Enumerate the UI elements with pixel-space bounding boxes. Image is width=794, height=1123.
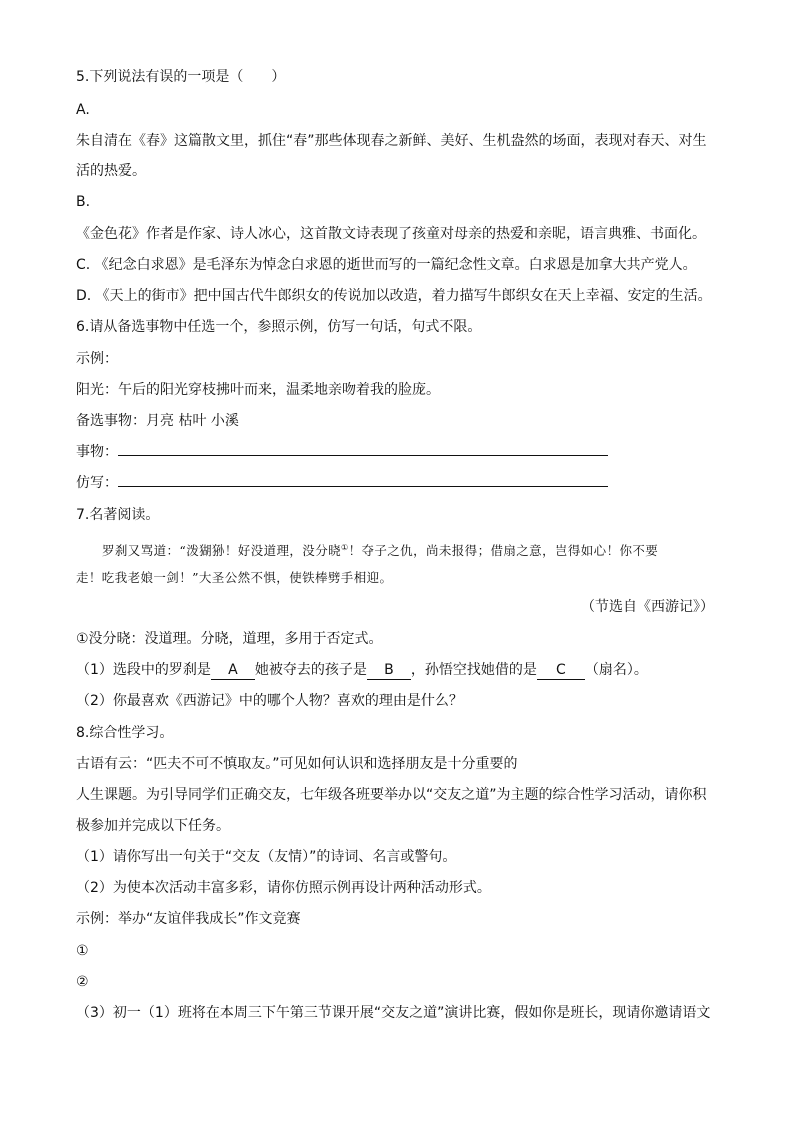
q7-source: （节选自《西游记》）	[581, 599, 714, 615]
q6-example-text: 阳光：午后的阳光穿枝拂叶而来，温柔地亲吻着我的脸庞。	[76, 382, 440, 398]
q7-stem: 7.名著阅读。	[76, 507, 160, 523]
q6-stem: 6.请从备选事物中任选一个，参照示例，仿写一句话，句式不限。	[76, 319, 482, 335]
q6-options: 备选事物：月亮 枯叶 小溪	[76, 413, 239, 429]
q7-sub2: （2）你最喜欢《西游记》中的哪个人物？喜欢的理由是什么？	[76, 693, 463, 709]
q8-sub3: （3）初一（1）班将在本周三下午第三节课开展“交友之道”演讲比赛，假如你是班长，现请你邀请语文	[76, 1005, 711, 1021]
q7-passage-line1	[102, 539, 658, 560]
q7-blank-a[interactable]: A	[211, 661, 255, 680]
q5-option-b-text: 《金色花》作者是作家、诗人冰心，这首散文诗表现了孩童对母亲的热爱和亲昵，语言典雅、书面化。	[76, 226, 706, 242]
q8-answer-mark-1: ①	[76, 943, 89, 959]
q6-imitate-label: 仿写：	[76, 475, 118, 491]
q7-sub1-text: 她被夺去的孩子是	[254, 662, 367, 678]
q6-imitate-answer-line[interactable]	[118, 474, 608, 487]
q7-sub1-text: （扇名）。	[584, 662, 648, 678]
q7-footnote: ①没分晓：没道理。分晓，道理，多用于否定式。	[76, 631, 383, 647]
q7-blank-c[interactable]: C	[537, 661, 585, 680]
q8-intro-line3: 极参加并完成以下任务。	[76, 818, 230, 834]
q6-thing-answer-line[interactable]	[118, 443, 608, 456]
q5-option-b-label: B.	[76, 194, 91, 210]
q8-stem: 8.综合性学习。	[76, 725, 174, 741]
q6-imitate-row	[76, 474, 608, 492]
q8-intro-line2: 人生课题。为引导同学们正确交友，七年级各班要举办以“交友之道”为主题的综合性学习活动，请你积	[76, 787, 707, 803]
q7-sub1-text: （1）选段中的罗刹是	[76, 662, 211, 678]
q8-sub2: （2）为使本次活动丰富多彩，请你仿照示例再设计两种活动形式。	[76, 880, 491, 896]
q5-option-a-text-line2: 活的热爱。	[76, 163, 146, 179]
q6-thing-row	[76, 443, 608, 461]
q7-footnote-mark: ①	[341, 543, 349, 552]
q5-option-a-text-line1: 朱自清在《春》这篇散文里，抓住“春”那些体现春之新鲜、美好、生机盎然的场面，表现对春天、对生	[76, 133, 707, 149]
q7-sub1	[76, 661, 648, 680]
q8-answer-mark-2: ②	[76, 974, 89, 990]
q7-passage-line2: 走！吃我老娘一剑！”大圣公然不惧，使铁棒劈手相迎。	[76, 570, 393, 585]
q6-thing-label: 事物：	[76, 444, 118, 460]
q6-example-label: 示例：	[76, 351, 118, 367]
q8-sub1: （1）请你写出一句关于“交友（友情）”的诗词、名言或警句。	[76, 849, 457, 865]
q7-blank-b[interactable]: B	[367, 661, 411, 680]
q7-sub1-text: ，孙悟空找她借的是	[410, 662, 537, 678]
q5-stem: 5.下列说法有误的一项是（ ）	[76, 69, 286, 85]
q8-intro-line1: 古语有云：“匹夫不可不慎取友。”可见如何认识和选择朋友是十分重要的	[76, 756, 518, 772]
q5-option-a-label: A.	[76, 102, 90, 118]
q5-option-c: C. 《纪念白求恩》是毛泽东为悼念白求恩的逝世而写的一篇纪念性文章。白求恩是加拿大共产党人。	[76, 257, 697, 273]
q7-passage-text: 罗刹又骂道：“泼猢狲！好没道理，没分晓	[102, 543, 341, 559]
q5-option-d: D. 《天上的街市》把中国古代牛郎织女的传说加以改造，着力描写牛郎织女在天上幸福、安定的生活。	[76, 288, 712, 304]
q7-passage-text: ！夺子之仇，尚未报得；借扇之意，岂得如心！你不要	[348, 543, 659, 559]
q8-example: 示例：举办“友谊伴我成长”作文竞赛	[76, 911, 301, 927]
